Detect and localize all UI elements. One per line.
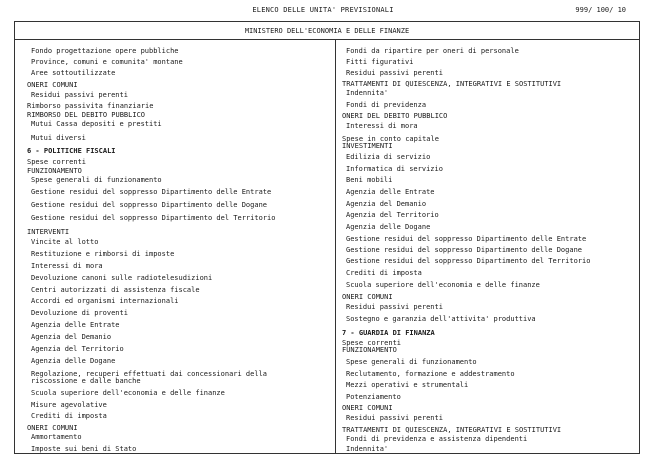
- left-line-25: Agenzia del Demanio: [31, 333, 112, 341]
- left-line-4: Residui passivi perenti: [31, 91, 128, 99]
- left-line-34: Ammortamento: [31, 433, 82, 441]
- table-frame: [14, 21, 640, 454]
- document-header: [0, 6, 646, 18]
- right-line-1: Fitti figurativi: [346, 58, 414, 66]
- left-line-15: Gestione residui del soppresso Dipartimento del Territorio: [31, 214, 276, 222]
- left-line-14: Gestione residui del soppresso Dipartimento delle Dogane: [31, 201, 268, 209]
- left-line-23: Devoluzione di proventi: [31, 309, 128, 317]
- right-line-32: ONERI COMUNI: [342, 404, 393, 412]
- left-line-35: Imposte sui beni di Stato: [31, 445, 137, 453]
- right-line-14: Agenzia del Demanio: [346, 200, 427, 208]
- left-line-10: Spese correnti: [27, 158, 87, 166]
- left-line-30: Scuola superiore dell'economia e delle finanze: [31, 389, 225, 397]
- right-line-24: Sostegno e garanzia dell'attivita' produttiva: [346, 315, 536, 323]
- right-line-20: Crediti di imposta: [346, 269, 422, 277]
- left-line-0: Fondo progettazione opere pubbliche: [31, 47, 179, 55]
- right-line-35: Fondi di previdenza e assistenza dipendenti: [346, 435, 528, 443]
- left-line-17: Vincite al lotto: [31, 238, 99, 246]
- right-line-10: Edilizia di servizio: [346, 153, 431, 161]
- left-line-12: Spese generali di funzionamento: [31, 176, 162, 184]
- right-line-5: Fondi di previdenza: [346, 101, 427, 109]
- right-line-36: Indennita': [346, 445, 389, 453]
- right-line-3: TRATTAMENTI DI QUIESCENZA, INTEGRATIVI E SOSTITUTIVI: [342, 80, 562, 88]
- left-line-9: 6 - POLITICHE FISCALI: [27, 147, 116, 155]
- left-line-20: Devoluzione canoni sulle radiotelesudizioni: [31, 274, 213, 282]
- right-line-27: FUNZIONAMENTO: [342, 346, 397, 354]
- left-line-22: Accordi ed organismi internazionali: [31, 297, 179, 305]
- left-line-31: Misure agevolative: [31, 401, 107, 409]
- left-line-26: Agenzia del Territorio: [31, 345, 124, 353]
- right-line-26: Spese correnti: [342, 339, 402, 347]
- right-line-19: Gestione residui del soppresso Dipartimento del Territorio: [346, 257, 591, 265]
- left-line-6: RIMBORSO DEL DEBITO PUBBLICO: [27, 111, 146, 119]
- right-line-9: INVESTIMENTI: [342, 142, 393, 150]
- right-line-34: TRATTAMENTI DI QUIESCENZA, INTEGRATIVI E SOSTITUTIVI: [342, 426, 562, 434]
- right-line-33: Residui passivi perenti: [346, 414, 443, 422]
- right-line-13: Agenzia delle Entrate: [346, 188, 435, 196]
- left-line-7: Mutui Cassa depositi e prestiti: [31, 120, 162, 128]
- left-line-24: Agenzia delle Entrate: [31, 321, 120, 329]
- right-line-17: Gestione residui del soppresso Dipartimento delle Entrate: [346, 235, 587, 243]
- left-line-18: Restituzione e rimborsi di imposte: [31, 250, 175, 258]
- left-line-32: Crediti di imposta: [31, 412, 107, 420]
- right-line-4: Indennita': [346, 89, 389, 97]
- left-line-16: INTERVENTI: [27, 228, 70, 236]
- right-line-29: Reclutamento, formazione e addestramento: [346, 370, 515, 378]
- right-line-30: Mezzi operativi e strumentali: [346, 381, 469, 389]
- left-line-1: Province, comuni e comunita' montane: [31, 58, 183, 66]
- right-line-6: ONERI DEL DEBITO PUBBLICO: [342, 112, 448, 120]
- left-line-3: ONERI COMUNI: [27, 81, 78, 89]
- ministry-heading: MINISTERO DELL'ECONOMIA E DELLE FINANZE: [15, 22, 639, 40]
- right-line-12: Beni mobili: [346, 176, 393, 184]
- left-line-27: Agenzia delle Dogane: [31, 357, 116, 365]
- right-line-8: Spese in conto capitale: [342, 135, 439, 143]
- right-line-7: Interessi di mora: [346, 122, 418, 130]
- left-line-21: Centri autorizzati di assistenza fiscale: [31, 286, 200, 294]
- right-line-22: ONERI COMUNI: [342, 293, 393, 301]
- right-line-23: Residui passivi perenti: [346, 303, 443, 311]
- right-line-18: Gestione residui del soppresso Dipartimento delle Dogane: [346, 246, 583, 254]
- left-line-19: Interessi di mora: [31, 262, 103, 270]
- column-divider: [335, 40, 336, 453]
- right-line-28: Spese generali di funzionamento: [346, 358, 477, 366]
- right-line-31: Potenziamento: [346, 393, 401, 401]
- right-line-11: Informatica di servizio: [346, 165, 443, 173]
- right-line-16: Agenzia delle Dogane: [346, 223, 431, 231]
- left-line-8: Mutui diversi: [31, 134, 86, 142]
- right-line-25: 7 - GUARDIA DI FINANZA: [342, 329, 435, 337]
- right-line-21: Scuola superiore dell'economia e delle finanze: [346, 281, 540, 289]
- right-line-2: Residui passivi perenti: [346, 69, 443, 77]
- page-reference: 999/ 100/ 10: [575, 6, 626, 14]
- right-line-0: Fondi da ripartire per oneri di personale: [346, 47, 519, 55]
- left-line-5: Rimborso passivita finanziarie: [27, 102, 154, 110]
- document-title: ELENCO DELLE UNITA' PREVISIONALI: [252, 6, 394, 14]
- left-line-28: Regolazione, recuperi effettuati dai concessionari della: [31, 370, 268, 378]
- left-line-11: FUNZIONAMENTO: [27, 167, 82, 175]
- left-line-2: Aree sottoutilizzate: [31, 69, 116, 77]
- right-line-15: Agenzia del Territorio: [346, 211, 439, 219]
- left-line-13: Gestione residui del soppresso Dipartimento delle Entrate: [31, 188, 272, 196]
- left-line-29: riscossione e dalle banche: [31, 377, 141, 385]
- left-line-33: ONERI COMUNI: [27, 424, 78, 432]
